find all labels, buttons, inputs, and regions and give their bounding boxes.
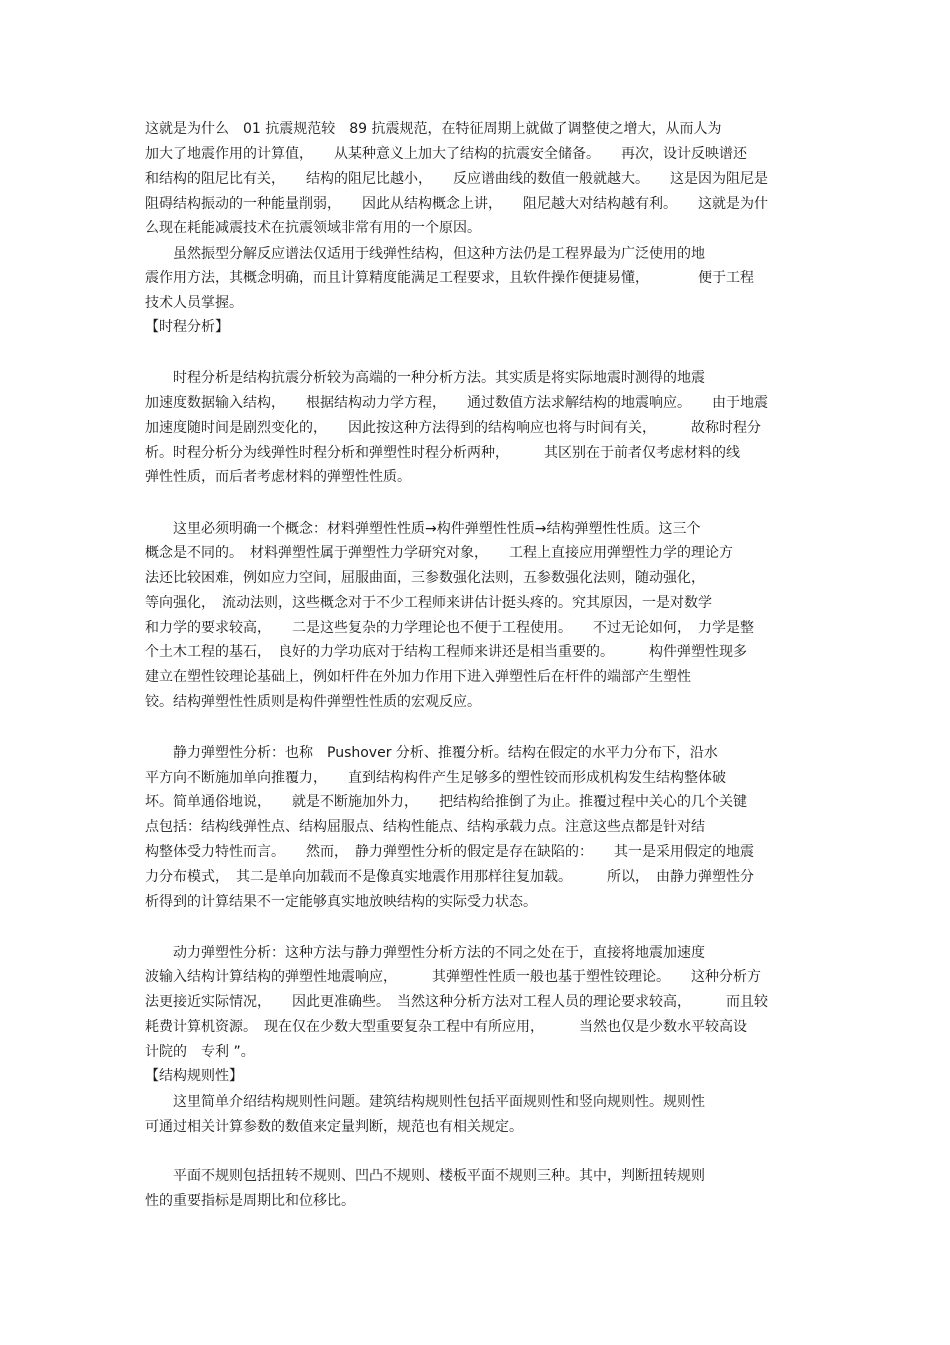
text-line: 性的重要指标是周期比和位移比。 bbox=[145, 1193, 355, 1209]
text-line: 加速度数据输入结构， 根据结构动力学方程， 通过数值方法求解结构的地震响应。 由于地震 bbox=[145, 395, 768, 411]
text-line: 阻碍结构振动的一种能量削弱， 因此从结构概念上讲， 阻尼越大对结构越有利。 这就是为什 bbox=[145, 196, 768, 212]
text-line: 弹性性质，而后者考虑材料的弹塑性性质。 bbox=[145, 469, 411, 485]
text-line: 力分布模式， 其二是单向加载而不是像真实地震作用那样往复加载。 所以， 由静力弹塑性分 bbox=[145, 869, 754, 885]
text-line: 时程分析是结构抗震分析较为高端的一种分析方法。其实质是将实际地震时测得的地震 bbox=[145, 370, 705, 386]
text-line: 点包括：结构线弹性点、结构屈服点、结构性能点、结构承载力点。注意这些点都是针对结 bbox=[145, 819, 705, 835]
text-line: 概念是不同的。 材料弹塑性属于弹塑性力学研究对象， 工程上直接应用弹塑性力学的理论方 bbox=[145, 545, 733, 561]
text-line: 和结构的阻尼比有关， 结构的阻尼比越小， 反应谱曲线的数值一般就越大。 这是因为阻尼是 bbox=[145, 171, 768, 187]
text-line: 坏。简单通俗地说， 就是不断施加外力， 把结构给推倒了为止。推覆过程中关心的几个关键 bbox=[145, 794, 747, 810]
text-line: 波输入结构计算结构的弹塑性地震响应， 其弹塑性性质一般也基于塑性铰理论。 这种分析方 bbox=[145, 969, 761, 985]
text-line: 静力弹塑性分析：也称 Pushover 分析、推覆分析。结构在假定的水平力分布下，沿水 bbox=[145, 745, 718, 761]
text-line: 么现在耗能减震技术在抗震领域非常有用的一个原因。 bbox=[145, 220, 481, 236]
text-line: 耗费计算机资源。 现在仅在少数大型重要复杂工程中有所应用， 当然也仅是少数水平较高设 bbox=[145, 1019, 747, 1035]
text-line: 震作用方法，其概念明确，而且计算精度能满足工程要求，且软件操作便捷易懂， 便于工程 bbox=[145, 270, 754, 286]
text-line: 平面不规则包括扭转不规则、凹凸不规则、楼板平面不规则三种。其中，判断扭转规则 bbox=[145, 1168, 705, 1184]
text-line: 平方向不断施加单向推覆力， 直到结构构件产生足够多的塑性铰而形成机构发生结构整体破 bbox=[145, 770, 726, 786]
text-line: 可通过相关计算参数的数值来定量判断，规范也有相关规定。 bbox=[145, 1119, 523, 1135]
text-line: 析。时程分析分为线弹性时程分析和弹塑性时程分析两种， 其区别在于前者仅考虑材料的线 bbox=[145, 445, 740, 461]
text-line: 这里简单介绍结构规则性问题。建筑结构规则性包括平面规则性和竖向规则性。规则性 bbox=[145, 1094, 705, 1110]
section-heading: 【结构规则性】 bbox=[145, 1068, 243, 1084]
text-line: 法还比较困难，例如应力空间，屈服曲面，三参数强化法则，五参数强化法则，随动强化， bbox=[145, 570, 705, 586]
text-line: 法更接近实际情况， 因此更准确些。 当然这种分析方法对工程人员的理论要求较高， 而且较 bbox=[145, 994, 768, 1010]
text-line: 技术人员掌握。 bbox=[145, 295, 243, 311]
text-line: 建立在塑性铰理论基础上，例如杆件在外加力作用下进入弹塑性后在杆件的端部产生塑性 bbox=[145, 669, 691, 685]
text-line: 动力弹塑性分析：这种方法与静力弹塑性分析方法的不同之处在于，直接将地震加速度 bbox=[145, 945, 705, 961]
text-line: 等向强化， 流动法则，这些概念对于不少工程师来讲估计挺头疼的。究其原因，一是对数学 bbox=[145, 595, 712, 611]
text-line: 和力学的要求较高， 二是这些复杂的力学理论也不便于工程使用。 不过无论如何， 力学是整 bbox=[145, 620, 754, 636]
text-line: 这就是为什么 01 抗震规范较 89 抗震规范，在特征周期上就做了调整使之增大，从而人为 bbox=[145, 121, 722, 137]
text-line: 计院的 专利 ”。 bbox=[145, 1044, 255, 1060]
text-line: 个土木工程的基石， 良好的力学功底对于结构工程师来讲还是相当重要的。 构件弹塑性现多 bbox=[145, 644, 747, 660]
text-line: 构整体受力特性而言。 然而， 静力弹塑性分析的假定是存在缺陷的： 其一是采用假定的地震 bbox=[145, 844, 754, 860]
text-line: 析得到的计算结果不一定能够真实地放映结构的实际受力状态。 bbox=[145, 894, 537, 910]
text-line: 加大了地震作用的计算值， 从某种意义上加大了结构的抗震安全储备。 再次，设计反映谱还 bbox=[145, 146, 747, 162]
text-line: 虽然振型分解反应谱法仅适用于线弹性结构，但这种方法仍是工程界最为广泛使用的地 bbox=[145, 246, 705, 262]
text-line: 这里必须明确一个概念：材料弹塑性性质→构件弹塑性性质→结构弹塑性性质。这三个 bbox=[145, 521, 701, 537]
text-line: 加速度随时间是剧烈变化的， 因此按这种方法得到的结构响应也将与时间有关， 故称时程分 bbox=[145, 420, 761, 436]
section-heading: 【时程分析】 bbox=[145, 319, 229, 335]
text-line: 铰。结构弹塑性性质则是构件弹塑性性质的宏观反应。 bbox=[145, 694, 481, 710]
